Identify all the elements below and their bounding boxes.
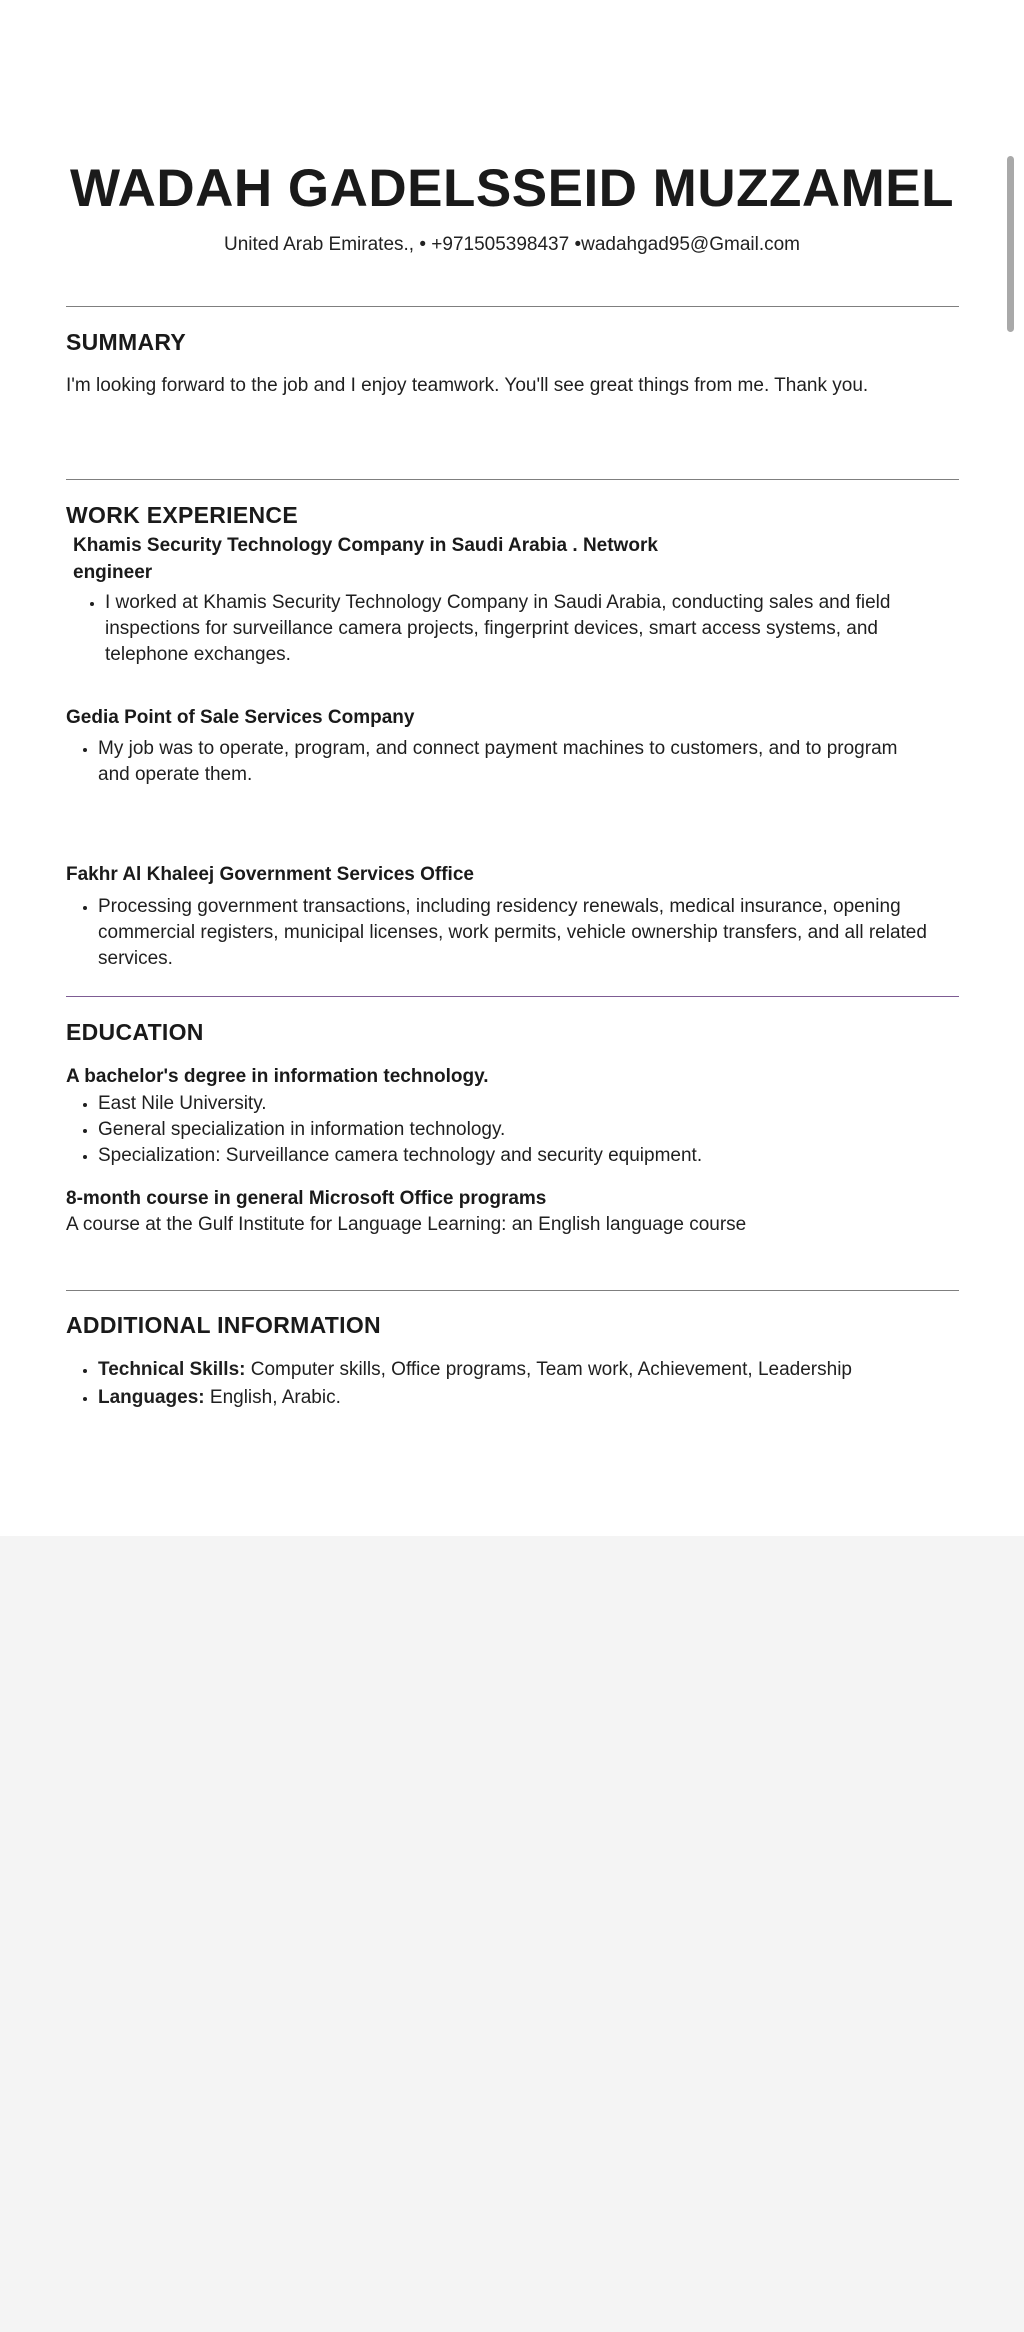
technical-skills-value: Computer skills, Office programs, Team work, Achievement, Leadership — [245, 1359, 852, 1380]
summary-text: I'm looking forward to the job and I enjoy teamwork. You'll see great things from me. Thank you. — [66, 375, 869, 396]
list-item: • Processing government transactions, including residency renewals, medical insurance, opening commercial registers, municipal licenses, work permits, vehicle ownership transfers, and all related services. — [98, 894, 978, 972]
divider — [66, 1290, 959, 1291]
list-item: • East Nile University. — [98, 1091, 978, 1117]
job-title-fakhr: Fakhr Al Khaleej Government Services Office — [66, 864, 474, 885]
technical-skills-label: Technical Skills: — [98, 1359, 246, 1380]
job-title-khamis: Khamis Security Technology Company in Saudi Arabia . Network engineer — [73, 535, 658, 583]
course-title: 8-month course in general Microsoft Office programs — [66, 1188, 547, 1209]
list-item — [98, 1384, 978, 1412]
work-experience-heading: WORK EXPERIENCE — [66, 502, 298, 528]
languages-label: Languages: — [98, 1387, 205, 1408]
degree-bullets — [66, 1091, 978, 1169]
divider — [66, 996, 959, 997]
summary-heading: SUMMARY — [66, 329, 187, 355]
list-item: • I worked at Khamis Security Technology Company in Saudi Arabia, conducting sales and field inspections for surveillance camera projects, fingerprint devices, smart access systems, and telephone exchanges. — [105, 590, 945, 668]
additional-info-heading: ADDITIONAL INFORMATION — [66, 1312, 381, 1338]
list-item: • Specialization: Surveillance camera technology and security equipment. — [98, 1143, 978, 1169]
education-heading: EDUCATION — [66, 1019, 204, 1045]
divider — [66, 306, 959, 307]
job-bullets-fakhr — [66, 894, 978, 972]
degree-title: A bachelor's degree in information technology. — [66, 1066, 489, 1087]
contact-line: United Arab Emirates., • +971505398437 •wadahgad95@Gmail.com — [223, 234, 801, 255]
list-item: • My job was to operate, program, and connect payment machines to customers, and to program and operate them. — [98, 736, 918, 788]
additional-info-list — [66, 1356, 978, 1412]
languages-value: English, Arabic. — [204, 1387, 341, 1408]
course-text: A course at the Gulf Institute for Language Learning: an English language course — [66, 1214, 747, 1235]
list-item: • General specialization in information technology. — [98, 1117, 978, 1143]
divider — [66, 479, 959, 480]
job-title-gedia: Gedia Point of Sale Services Company — [66, 707, 415, 728]
scrollbar-thumb[interactable] — [1007, 156, 1014, 332]
resume-name: WADAH GADELSSEID MUZZAMEL — [69, 159, 955, 218]
job-bullets-gedia — [66, 736, 918, 788]
job-bullets-khamis — [73, 590, 945, 668]
list-item — [98, 1356, 978, 1384]
